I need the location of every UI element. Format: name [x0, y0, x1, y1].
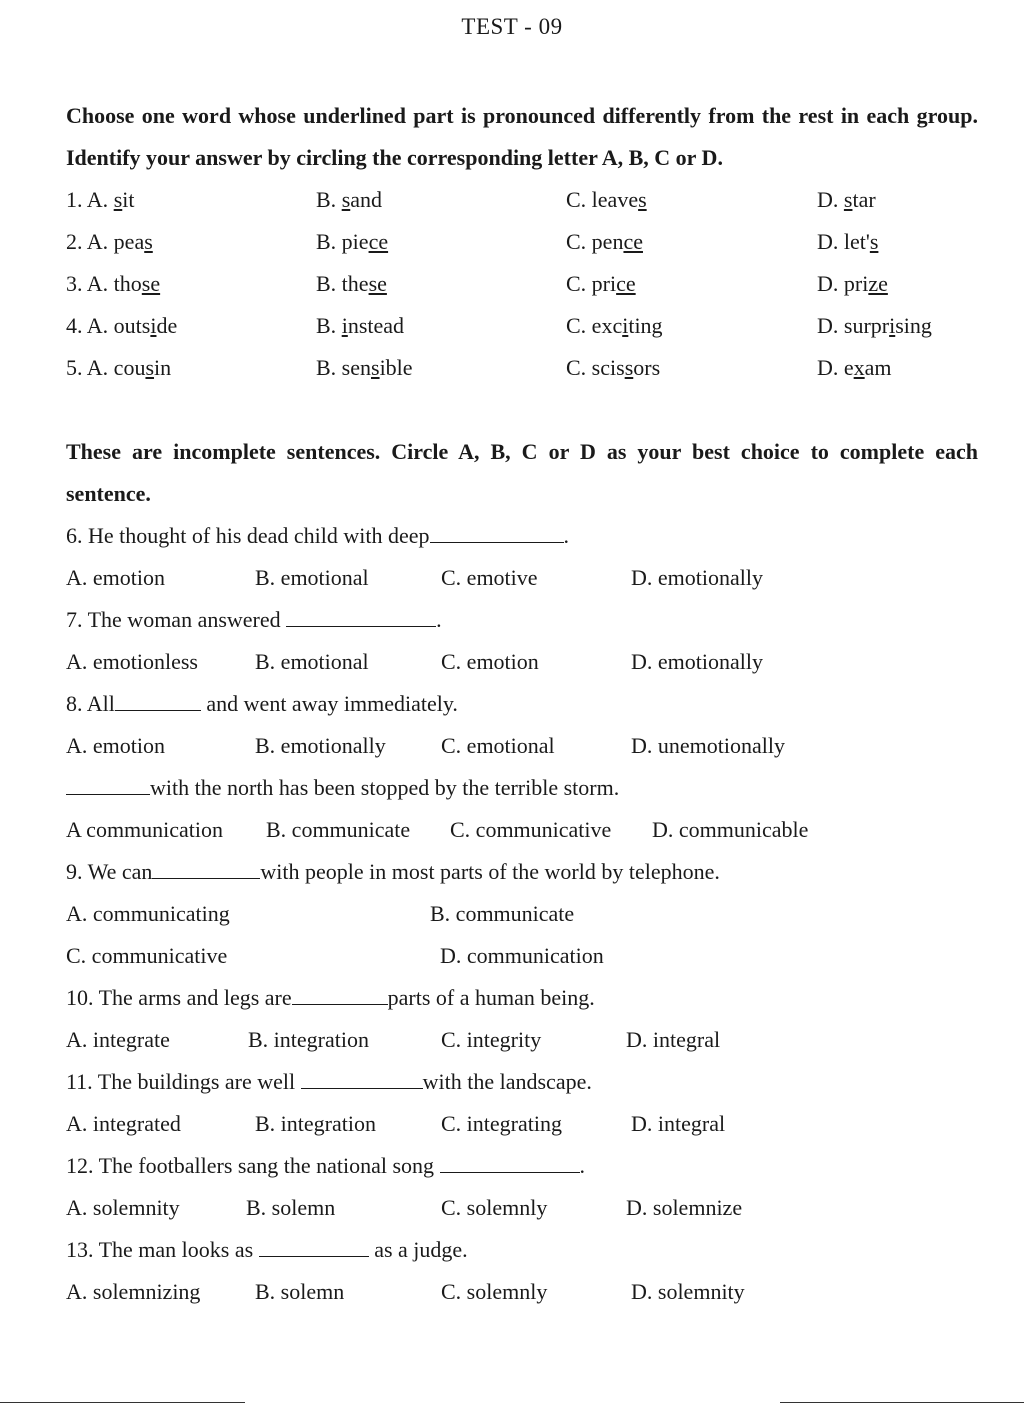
option-b[interactable]: B. emotional: [255, 649, 369, 674]
option-c[interactable]: [566, 221, 643, 263]
option-text: D.: [817, 187, 844, 212]
section1-instruction: Choose one word whose underlined part is pronounced differently from the rest in each group. Identify your answer by circling the corresponding letter A, B, C or D.: [66, 103, 978, 170]
underlined-part: ze: [868, 271, 888, 296]
underlined-part: ce: [623, 229, 643, 254]
option-c[interactable]: C. solemnly: [441, 1279, 548, 1304]
question-text-end: .: [579, 1153, 586, 1178]
underlined-part: s: [341, 187, 351, 212]
option-d[interactable]: D. emotionally: [631, 565, 763, 590]
answer-blank[interactable]: [259, 1238, 369, 1257]
underlined-part: se: [141, 271, 161, 296]
underlined-part: se: [368, 271, 387, 296]
option-a[interactable]: A. emotion: [66, 733, 165, 758]
question-text: 8. All: [66, 691, 115, 716]
option-text: B. sen: [316, 355, 371, 380]
question-13-options: [66, 1271, 986, 1313]
question-text-end: .: [563, 523, 570, 548]
question-text: 11. The buildings are well: [66, 1069, 301, 1094]
option-c[interactable]: [566, 347, 660, 389]
option-c[interactable]: [566, 263, 636, 305]
option-a[interactable]: [66, 263, 160, 305]
option-d[interactable]: [817, 305, 932, 347]
question-text: 10. The arms and legs are: [66, 985, 292, 1010]
question-11-options: [66, 1103, 986, 1145]
option-text: sing: [895, 313, 932, 338]
option-text: D. surpr: [817, 313, 890, 338]
question-8-options: [66, 725, 986, 767]
option-d[interactable]: D. emotionally: [631, 649, 763, 674]
option-b[interactable]: B. integration: [255, 1111, 376, 1136]
question-text: 6. He thought of his dead child with deep: [66, 523, 430, 548]
option-text: A.: [86, 187, 114, 212]
question-8b-options: [66, 809, 986, 851]
option-c[interactable]: C. emotion: [441, 649, 539, 674]
question-number: 3.: [66, 271, 83, 296]
test-title: TEST - 09: [461, 14, 563, 39]
question-9-options-row2: [66, 935, 986, 977]
option-text: D. e: [817, 355, 854, 380]
answer-blank[interactable]: [286, 608, 436, 627]
option-a[interactable]: [66, 305, 177, 347]
option-text: C. leave: [566, 187, 639, 212]
option-text: ting: [628, 313, 663, 338]
underlined-part: s: [113, 187, 123, 212]
question-number: 1.: [66, 187, 83, 212]
option-text: tar: [852, 187, 876, 212]
question-number: 5.: [66, 355, 83, 380]
option-text: am: [864, 355, 892, 380]
option-d[interactable]: [817, 179, 876, 221]
option-c[interactable]: C. communicative: [450, 817, 612, 842]
option-c[interactable]: C. communicative: [66, 943, 228, 968]
question-6: [66, 515, 569, 557]
answer-blank[interactable]: [440, 1154, 580, 1173]
underlined-part: s: [144, 229, 153, 254]
question-8: [66, 683, 458, 725]
answer-blank[interactable]: [292, 986, 388, 1005]
question-10: [66, 977, 595, 1019]
question-text-end: with the landscape.: [422, 1069, 592, 1094]
question-8b: [66, 767, 619, 809]
option-a[interactable]: A. solemnity: [66, 1195, 180, 1220]
question-text-end: parts of a human being.: [387, 985, 595, 1010]
underlined-part: s: [638, 187, 647, 212]
option-a[interactable]: A. emotion: [66, 565, 165, 590]
option-c[interactable]: C. integrity: [441, 1027, 542, 1052]
option-d[interactable]: D. integral: [626, 1027, 721, 1052]
option-text: C. exc: [566, 313, 623, 338]
answer-blank[interactable]: [301, 1070, 423, 1089]
question-12-options: [66, 1187, 986, 1229]
option-c[interactable]: C. integrating: [441, 1111, 562, 1136]
option-a[interactable]: A. solemnizing: [66, 1279, 201, 1304]
option-b[interactable]: [316, 221, 388, 263]
question-text-end: .: [436, 607, 442, 632]
option-a[interactable]: [66, 179, 134, 221]
option-b[interactable]: B. emotional: [255, 565, 369, 590]
option-d[interactable]: D. communicable: [652, 817, 809, 842]
option-a[interactable]: A. emotionless: [66, 649, 198, 674]
question-text-end: as a judge.: [368, 1237, 468, 1262]
question-text: 13. The man looks as: [66, 1237, 259, 1262]
underlined-part: ce: [616, 271, 636, 296]
option-d[interactable]: D. communication: [440, 943, 604, 968]
option-d[interactable]: D. solemnity: [631, 1279, 745, 1304]
footer-rule-left: [0, 1402, 245, 1403]
option-b[interactable]: B. emotionally: [255, 733, 386, 758]
answer-blank[interactable]: [115, 692, 201, 711]
option-text: A. pea: [86, 229, 145, 254]
underlined-part: x: [853, 355, 865, 380]
option-d[interactable]: [817, 221, 878, 263]
answer-blank[interactable]: [430, 524, 564, 543]
option-text: it: [122, 187, 135, 212]
underlined-part: i: [889, 313, 896, 338]
option-a[interactable]: A. communicating: [66, 901, 230, 926]
underlined-part: i: [341, 313, 348, 338]
question-11: [66, 1061, 592, 1103]
option-c[interactable]: C. emotional: [441, 733, 555, 758]
question-6-options: [66, 557, 986, 599]
section2-instruction: These are incomplete sentences. Circle A, B, C or D as your best choice to complete each sentence.: [66, 439, 978, 506]
option-d[interactable]: D. unemotionally: [631, 733, 785, 758]
option-b[interactable]: B. solemn: [246, 1195, 336, 1220]
option-text: B. pie: [316, 229, 369, 254]
option-b[interactable]: [316, 179, 382, 221]
underlined-part: s: [145, 355, 155, 380]
option-d[interactable]: D. integral: [631, 1111, 726, 1136]
option-a[interactable]: [66, 347, 171, 389]
option-text: B.: [316, 313, 342, 338]
question-9-options-row1: [66, 893, 986, 935]
option-b[interactable]: [316, 305, 404, 347]
option-c[interactable]: [566, 305, 663, 347]
question-text-end: with the north has been stopped by the terrible storm.: [150, 775, 620, 800]
question-text: 12. The footballers sang the national song: [66, 1153, 440, 1178]
option-b[interactable]: B. communicate: [430, 901, 575, 926]
option-text: C. scis: [566, 355, 625, 380]
option-a[interactable]: A communication: [66, 817, 224, 842]
option-text: A. tho: [86, 271, 142, 296]
underlined-part: i: [150, 313, 157, 338]
question-number: 2.: [66, 229, 83, 254]
pronunciation-question-1: [66, 179, 986, 221]
question-13: [66, 1229, 468, 1271]
option-text: A. cou: [86, 355, 146, 380]
question-12: [66, 1145, 585, 1187]
pronunciation-question-3: [66, 263, 986, 305]
pronunciation-question-5: [66, 347, 986, 389]
option-b[interactable]: B. communicate: [266, 817, 411, 842]
underlined-part: i: [622, 313, 629, 338]
question-10-options: [66, 1019, 986, 1061]
option-a[interactable]: A. integrate: [66, 1027, 170, 1052]
option-text: D. pri: [817, 271, 869, 296]
question-7-options: [66, 641, 986, 683]
option-text: nstead: [347, 313, 405, 338]
option-text: C. pri: [566, 271, 617, 296]
option-d[interactable]: [817, 347, 892, 389]
option-text: in: [154, 355, 172, 380]
option-b[interactable]: B. integration: [248, 1027, 369, 1052]
pronunciation-question-4: [66, 305, 986, 347]
pronunciation-question-2: [66, 221, 986, 263]
option-c[interactable]: C. solemnly: [441, 1195, 548, 1220]
option-d[interactable]: D. solemnize: [626, 1195, 743, 1220]
answer-blank[interactable]: [152, 860, 260, 879]
option-d[interactable]: [817, 263, 888, 305]
question-text-end: and went away immediately.: [200, 691, 458, 716]
question-number: 4.: [66, 313, 83, 338]
option-b[interactable]: [316, 263, 387, 305]
option-text: C. pen: [566, 229, 624, 254]
footer-rule-right: [780, 1402, 1024, 1403]
underlined-part: s: [869, 229, 879, 254]
option-b[interactable]: [316, 347, 413, 389]
option-a[interactable]: [66, 221, 153, 263]
option-c[interactable]: [566, 179, 647, 221]
option-a[interactable]: A. integrated: [66, 1111, 181, 1136]
option-c[interactable]: C. emotive: [441, 565, 538, 590]
underlined-part: ce: [368, 229, 389, 254]
answer-blank[interactable]: [66, 776, 150, 795]
option-text: A. outs: [86, 313, 151, 338]
option-b[interactable]: B. solemn: [255, 1279, 345, 1304]
option-text: ors: [633, 355, 661, 380]
question-9: [66, 851, 720, 893]
option-text: de: [156, 313, 178, 338]
option-text: ible: [379, 355, 413, 380]
underlined-part: s: [371, 355, 380, 380]
question-text: 7. The woman answered: [66, 607, 287, 632]
underlined-part: s: [624, 355, 634, 380]
option-text: and: [350, 187, 383, 212]
question-text-end: with people in most parts of the world by telephone.: [260, 859, 720, 884]
underlined-part: s: [843, 187, 853, 212]
option-text: B.: [316, 187, 342, 212]
question-text: 9. We can: [66, 859, 153, 884]
question-7: [66, 599, 442, 641]
option-text: B. the: [316, 271, 369, 296]
option-text: D. let': [817, 229, 870, 254]
